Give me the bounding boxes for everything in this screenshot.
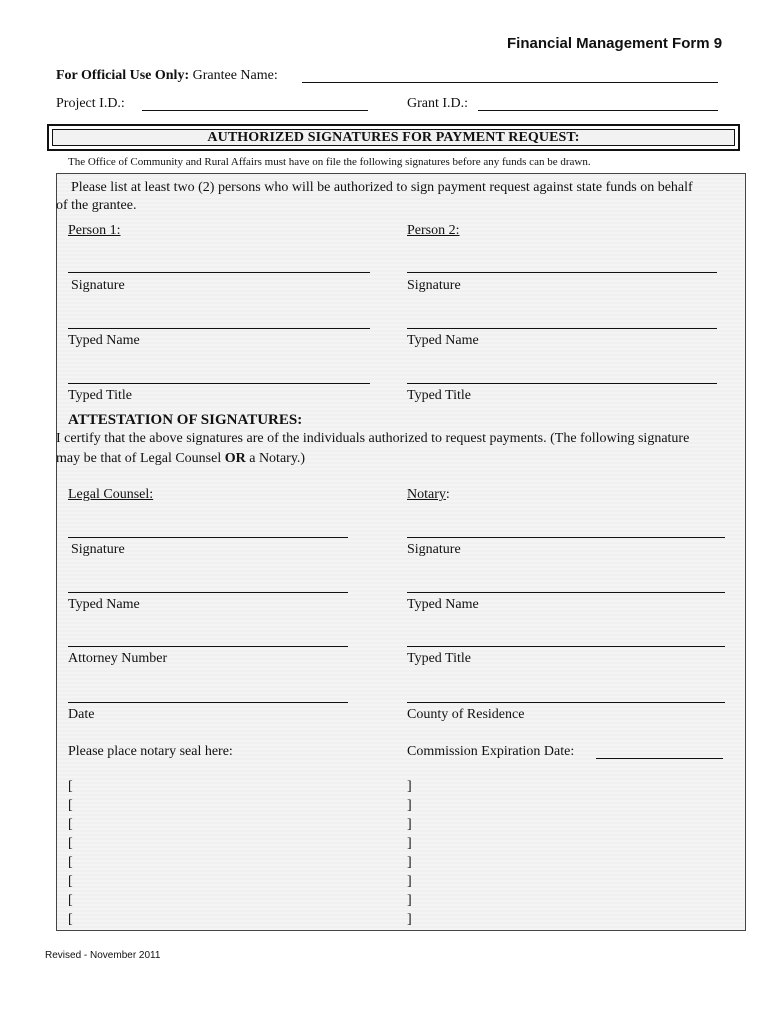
person1-signature-field[interactable] xyxy=(68,256,370,273)
legal-signature-field[interactable] xyxy=(68,521,348,538)
notary-typed-title-label: Typed Title xyxy=(407,651,471,666)
date-field[interactable] xyxy=(68,686,348,703)
notary-typed-name-field[interactable] xyxy=(407,576,725,593)
attestation-line2: may be that of Legal Counsel OR a Notary.) xyxy=(56,451,306,466)
person1-typed-name-label: Typed Name xyxy=(68,333,140,348)
person1-heading: Person 1: xyxy=(68,223,121,238)
grantee-name-label: Grantee Name: xyxy=(192,68,278,83)
notary-signature-label: Signature xyxy=(407,542,461,557)
attestation-heading: ATTESTATION OF SIGNATURES: xyxy=(68,412,303,428)
person2-typed-name-field[interactable] xyxy=(407,312,717,329)
legal-typed-name-label: Typed Name xyxy=(68,597,140,612)
county-field[interactable] xyxy=(407,686,725,703)
person2-heading: Person 2: xyxy=(407,223,460,238)
county-label: County of Residence xyxy=(407,707,525,722)
legal-typed-name-field[interactable] xyxy=(68,576,348,593)
notary-heading: Notary: xyxy=(407,487,450,502)
grant-id-field[interactable] xyxy=(478,94,718,111)
official-use-row xyxy=(56,68,278,84)
person2-signature-label: Signature xyxy=(407,278,461,293)
seal-bracket-left: [ [ [ [ [ [ [ [ xyxy=(68,779,73,927)
person2-typed-title-label: Typed Title xyxy=(407,388,471,403)
official-use-label: For Official Use Only: xyxy=(56,68,190,83)
legal-counsel-heading: Legal Counsel: xyxy=(68,487,154,502)
instructions-line2: of the grantee. xyxy=(56,198,137,213)
section-banner xyxy=(47,124,740,151)
or-emphasis: OR xyxy=(224,451,246,466)
seal-instruction: Please place notary seal here: xyxy=(68,744,233,759)
person2-typed-name-label: Typed Name xyxy=(407,333,479,348)
commission-label: Commission Expiration Date: xyxy=(407,744,575,759)
attorney-number-field[interactable] xyxy=(68,630,348,647)
person1-typed-title-label: Typed Title xyxy=(68,388,132,403)
revision-footer: Revised - November 2011 xyxy=(45,950,161,961)
instructions-line1: Please list at least two (2) persons who will be authorized to sign payment request against state funds on behalf xyxy=(71,180,693,195)
person2-typed-title-field[interactable] xyxy=(407,367,717,384)
notary-typed-title-field[interactable] xyxy=(407,630,725,647)
attestation-line1: I certify that the above signatures are of the individuals authorized to request payments. (The following signature xyxy=(56,431,690,446)
attorney-number-label: Attorney Number xyxy=(68,651,168,666)
person1-signature-label: Signature xyxy=(71,278,125,293)
notary-typed-name-label: Typed Name xyxy=(407,597,479,612)
person1-typed-title-field[interactable] xyxy=(68,367,370,384)
section-banner-title: AUTHORIZED SIGNATURES FOR PAYMENT REQUEST: xyxy=(52,129,735,146)
grant-id-label: Grant I.D.: xyxy=(407,96,469,111)
legal-signature-label: Signature xyxy=(71,542,125,557)
person1-typed-name-field[interactable] xyxy=(68,312,370,329)
notary-signature-field[interactable] xyxy=(407,521,725,538)
notary-seal-area[interactable] xyxy=(80,777,400,929)
person2-signature-field[interactable] xyxy=(407,256,717,273)
notice-text: The Office of Community and Rural Affairs must have on file the following signatures before any funds can be drawn. xyxy=(68,156,591,168)
seal-bracket-right: ] ] ] ] ] ] ] ] xyxy=(407,779,412,927)
project-id-field[interactable] xyxy=(142,94,368,111)
grantee-name-field[interactable] xyxy=(302,66,718,83)
form-title: Financial Management Form 9 xyxy=(507,35,723,52)
commission-date-field[interactable] xyxy=(596,742,723,759)
date-label: Date xyxy=(68,707,95,722)
project-id-label: Project I.D.: xyxy=(56,96,125,111)
